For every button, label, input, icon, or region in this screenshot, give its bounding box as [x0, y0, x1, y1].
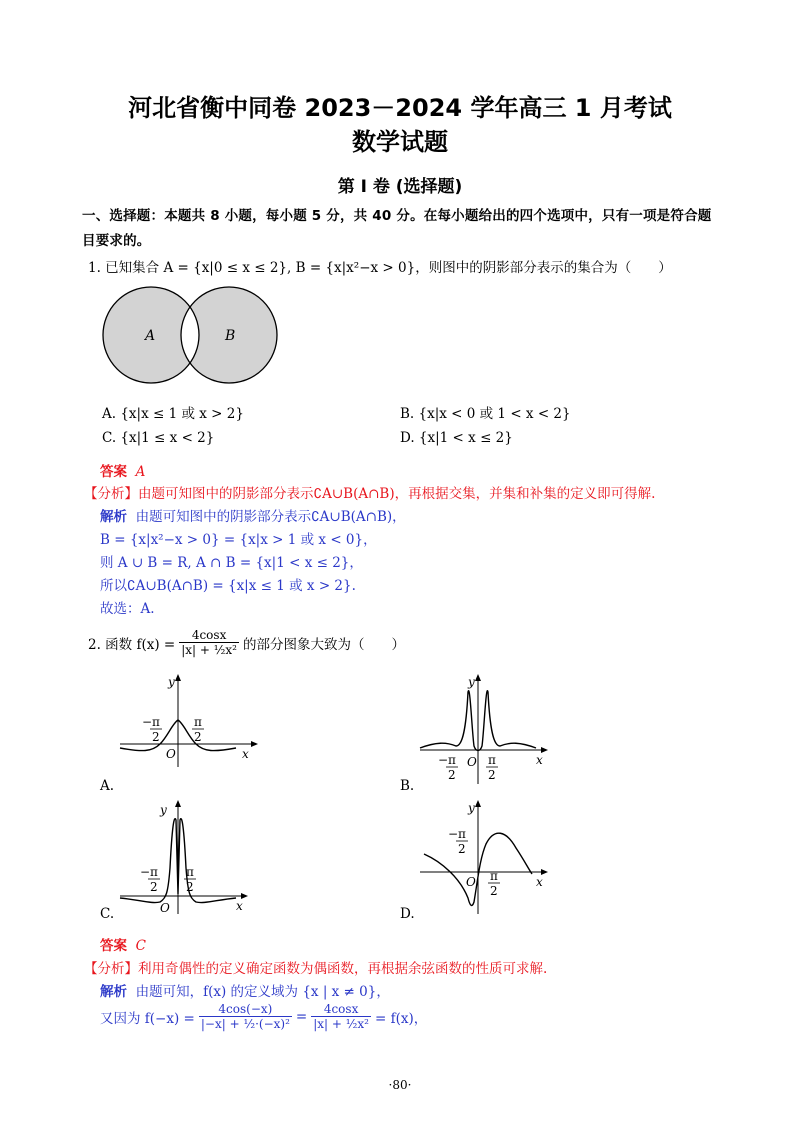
- svg-text:π: π: [186, 865, 194, 879]
- q2-graph-d: [412, 798, 562, 918]
- svg-text:2: 2: [448, 768, 456, 782]
- q1-venn-diagram: [95, 285, 285, 385]
- q2-stem: [88, 628, 405, 657]
- svg-text:−π: −π: [438, 753, 456, 767]
- q1-answer: [100, 460, 145, 480]
- q1-solution-line-2: B = {x|x²−x > 0} = {x|x > 1 或 x < 0}，: [100, 532, 377, 548]
- q2-solution-label: 解析: [100, 984, 127, 1000]
- svg-text:y: y: [168, 675, 175, 689]
- svg-text:−π: −π: [142, 715, 160, 729]
- q1-option-a[interactable]: A. {x|x ≤ 1 或 x > 2}: [102, 406, 244, 422]
- q2-solution-fraction-1: $\frac{4\cos(-x)}{\text{|−x| + ½·(−x)²}}$: [200, 1002, 290, 1031]
- q2-graph-a: [112, 672, 262, 772]
- svg-text:O: O: [166, 747, 176, 761]
- svg-text:x: x: [536, 753, 543, 767]
- svg-text:y: y: [160, 803, 167, 817]
- svg-text:2: 2: [150, 880, 158, 894]
- q2-fraction-denominator: |x| + ½x²: [181, 643, 237, 657]
- svg-text:O: O: [466, 875, 476, 889]
- q2-answer-label: 答案: [100, 938, 127, 954]
- q1-analysis: 【分析】由题可知图中的阴影部分表示∁A∪B(A∩B)，再根据交集，并集和补集的定义即可得解.: [84, 486, 656, 502]
- q2-stem-prefix: 2. 函数 f(x) =: [88, 636, 176, 653]
- svg-text:π: π: [490, 869, 498, 883]
- q2-solution-line-2: 又因为 f(−x) = $\frac{4\cos(-x)}{\text{|−x| + ½·(−x)²}}$ = $\frac{4\cos x}{\text{|x| + ½x²}}$ = f(x)，: [100, 1002, 428, 1031]
- q1-solution-label: 解析: [100, 509, 127, 525]
- q2-graph-c: [112, 798, 262, 918]
- svg-text:x: x: [242, 747, 249, 761]
- svg-text:2: 2: [186, 880, 194, 894]
- page-number: ·80·: [388, 1078, 412, 1092]
- venn-label-a: A: [145, 328, 156, 344]
- section-instructions: 一、选择题：本题共 8 小题，每小题 5 分，共 40 分。在每小题给出的四个选项中，只有一项是符合题目要求的。: [82, 208, 712, 249]
- q2-stem-suffix: 的部分图象大致为（ ）: [242, 636, 405, 653]
- q2-fraction: [179, 628, 239, 657]
- q2-solution-fraction-2: $\frac{4\cos x}{\text{|x| + ½x²}}$: [313, 1002, 369, 1031]
- q1-option-d[interactable]: D. {x|1 < x ≤ 2}: [400, 430, 513, 446]
- paper-subtitle: 数学试题: [352, 128, 448, 156]
- q2-graph-c-label[interactable]: C.: [100, 906, 115, 922]
- q1-solution-line-1: 解析 由题可知图中的阴影部分表示∁A∪B(A∩B)，: [100, 509, 406, 525]
- q1-stem: 1. 已知集合 A = {x|0 ≤ x ≤ 2}, B = {x|x²−x > 0}，则图中的阴影部分表示的集合为（ ）: [88, 260, 672, 276]
- q2-answer-value: C: [135, 938, 146, 954]
- q1-solution-line-3: 则 A ∪ B = R, A ∩ B = {x|1 < x ≤ 2}，: [100, 555, 363, 571]
- q2-graph-a-label[interactable]: A.: [100, 778, 115, 794]
- paper-title: 河北省衡中同卷 2023－2024 学年高三 1 月考试: [128, 94, 672, 122]
- q1-answer-label: 答案: [100, 464, 127, 480]
- svg-text:2: 2: [152, 730, 160, 744]
- venn-label-b: B: [225, 328, 236, 344]
- svg-text:2: 2: [488, 768, 496, 782]
- q2-graph-d-label[interactable]: D.: [400, 906, 415, 922]
- q1-solution-line-4: 所以∁A∪B(A∩B) = {x|x ≤ 1 或 x > 2}.: [100, 578, 356, 594]
- q2-graph-b-label[interactable]: B.: [400, 778, 415, 794]
- q1-answer-value: A: [135, 464, 146, 480]
- q1-option-b[interactable]: B. {x|x < 0 或 1 < x < 2}: [400, 406, 571, 422]
- q1-solution-line-5: 故选：A.: [100, 601, 155, 617]
- svg-text:π: π: [194, 715, 202, 729]
- svg-text:−π: −π: [140, 865, 158, 879]
- q2-fraction-numerator: 4cosx: [191, 628, 227, 642]
- q2-graph-b: [412, 672, 562, 788]
- q2-analysis: 【分析】利用奇偶性的定义确定函数为偶函数，再根据余弦函数的性质可求解.: [84, 961, 548, 977]
- svg-text:O: O: [467, 755, 477, 769]
- q2-answer: [100, 934, 146, 954]
- svg-text:x: x: [536, 875, 543, 889]
- q2-solution-line-1: 解析 由题可知，f(x) 的定义域为 {x | x ≠ 0}，: [100, 984, 390, 1000]
- section-title: 第 I 卷 (选择题): [337, 177, 463, 197]
- svg-text:π: π: [488, 753, 496, 767]
- q1-option-c[interactable]: C. {x|1 ≤ x < 2}: [102, 430, 215, 446]
- svg-text:−π: −π: [448, 827, 466, 841]
- svg-text:y: y: [468, 801, 475, 815]
- svg-text:y: y: [468, 675, 475, 689]
- svg-text:x: x: [236, 899, 243, 913]
- svg-text:2: 2: [490, 884, 498, 898]
- svg-text:2: 2: [194, 730, 202, 744]
- svg-text:O: O: [160, 901, 170, 915]
- svg-text:2: 2: [458, 842, 466, 856]
